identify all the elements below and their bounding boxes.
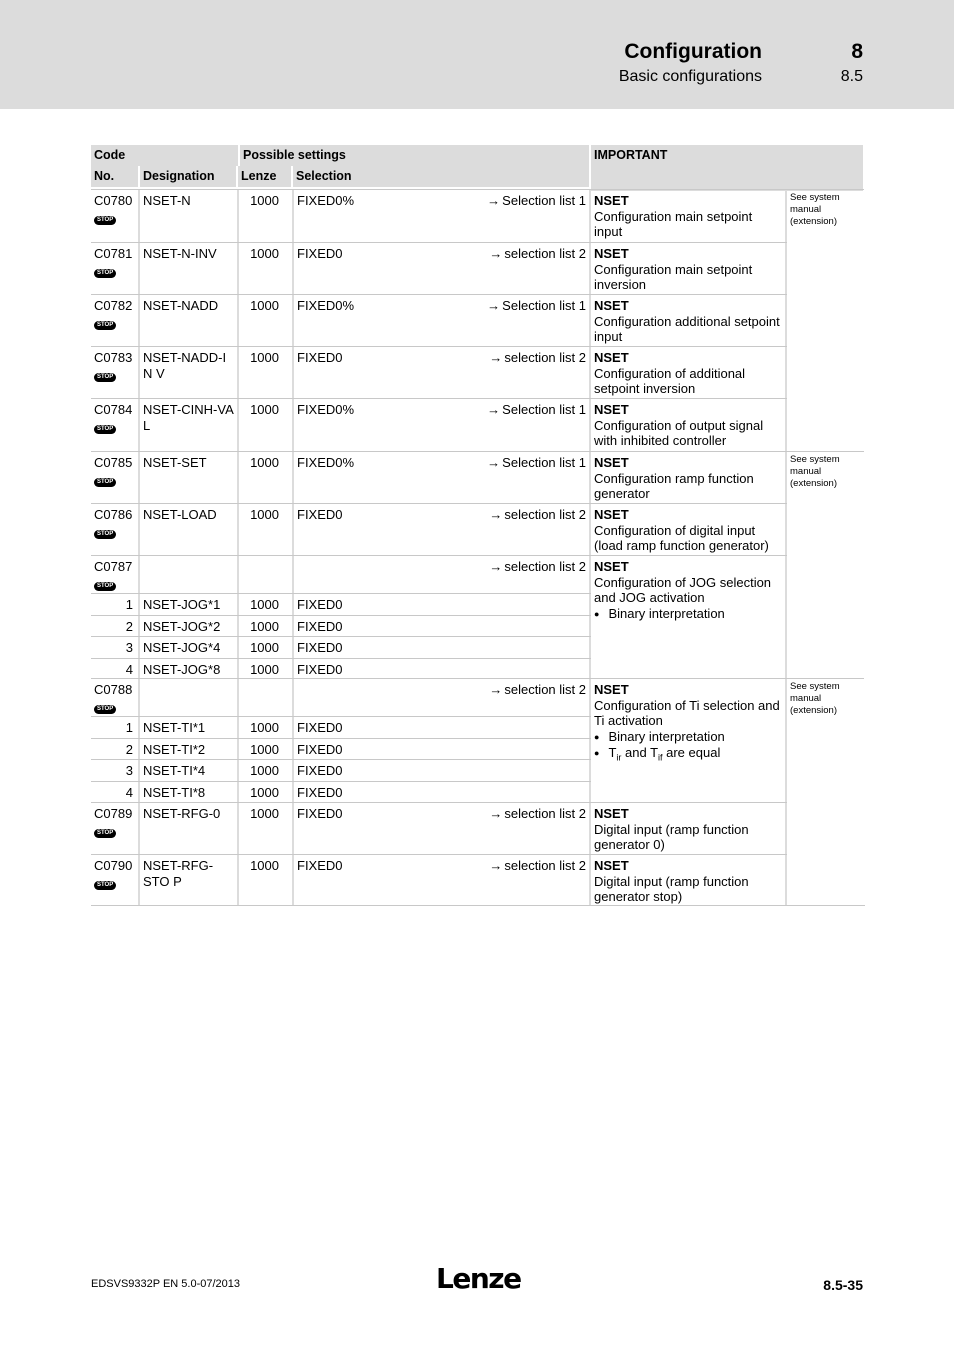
- selection-value: FIXED0: [297, 350, 343, 365]
- group-c0787: [91, 555, 787, 678]
- important-title: NSET: [594, 350, 629, 365]
- header-band: [0, 0, 954, 109]
- header-important: IMPORTANT: [591, 145, 863, 191]
- code-cell: [91, 556, 140, 593]
- bullet-item: [594, 745, 782, 766]
- bullet-item: ● Binary interpretation: [594, 606, 782, 623]
- header-selection: Selection: [293, 166, 589, 187]
- lenze-cell: 1000: [239, 452, 294, 503]
- lenze-cell: 1000: [239, 616, 294, 637]
- selection-list-link[interactable]: [489, 682, 586, 714]
- lenze-cell: 1000: [239, 347, 294, 398]
- row-block-3-left: [91, 678, 787, 905]
- selection-cell: [294, 347, 591, 398]
- designation-cell: NSET-NADD: [140, 295, 239, 346]
- selection-value: FIXED0%: [297, 193, 355, 208]
- lenze-cell: 1000: [239, 504, 294, 555]
- lenze-cell: 1000: [239, 717, 294, 738]
- bullet-text: and T: [621, 745, 659, 760]
- important-text: Digital input (ramp function generator stop): [594, 873, 749, 904]
- stop-icon: STOP: [94, 530, 116, 539]
- chapter-number: 8: [851, 40, 863, 63]
- stop-icon: STOP: [94, 321, 116, 330]
- link-text: Selection list 1: [502, 298, 586, 313]
- header-lenze: Lenze: [238, 166, 291, 187]
- lenze-cell: 1000: [239, 243, 294, 294]
- lenze-cell: 1000: [239, 803, 294, 854]
- table-header-row-1: [91, 145, 865, 168]
- important-cell: [591, 556, 787, 678]
- lenze-cell: 1000: [239, 782, 294, 803]
- selection-cell: [294, 399, 591, 451]
- code-cell: [91, 190, 140, 242]
- row-block-3: [91, 678, 865, 906]
- selection-value: FIXED0%: [297, 455, 355, 470]
- sub-row: [91, 636, 591, 658]
- important-title: NSET: [594, 298, 629, 313]
- important-title: NSET: [594, 402, 629, 417]
- link-text: selection list 2: [504, 806, 586, 821]
- row-block-1-left: [91, 189, 787, 451]
- designation-cell: NSET-JOG*4: [140, 637, 239, 658]
- designation-cell: NSET-RFG-STO P: [140, 855, 239, 905]
- arrow-right-icon: →: [487, 402, 501, 417]
- important-title: NSET: [594, 455, 629, 470]
- selection-list-link[interactable]: [489, 350, 586, 396]
- reference-note: See system manual (extension): [787, 678, 864, 905]
- row-block-2-left: [91, 451, 787, 678]
- important-text: Configuration of JOG selection and JOG activation: [594, 574, 772, 605]
- important-text: Configuration main setpoint inversion: [594, 261, 753, 292]
- arrow-right-icon: →: [487, 193, 501, 208]
- sub-no: 1: [91, 717, 140, 738]
- lenze-cell: 1000: [239, 295, 294, 346]
- table-row: [91, 242, 787, 294]
- designation-cell: [140, 556, 239, 593]
- bullet-item: ● Binary interpretation: [594, 729, 782, 746]
- group-c0788: [91, 678, 787, 802]
- selection-cell: [294, 243, 591, 294]
- link-text: selection list 2: [504, 246, 586, 261]
- code-table: [91, 145, 865, 906]
- link-text: Selection list 1: [502, 455, 586, 470]
- code-cell: [91, 243, 140, 294]
- stop-icon: STOP: [94, 582, 116, 591]
- designation-cell: NSET-N-INV: [140, 243, 239, 294]
- stop-icon: STOP: [94, 269, 116, 278]
- designation-cell: NSET-SET: [140, 452, 239, 503]
- code-value: C0790: [94, 858, 133, 873]
- arrow-right-icon: →: [489, 806, 503, 821]
- selection-cell: FIXED0: [294, 782, 591, 803]
- table-row: [91, 679, 591, 716]
- important-text: Configuration additional setpoint input: [594, 313, 780, 344]
- selection-list-link[interactable]: [487, 298, 586, 344]
- link-text: selection list 2: [504, 559, 586, 574]
- lenze-cell: 1000: [239, 637, 294, 658]
- row-block-2: [91, 451, 865, 678]
- designation-cell: NSET-LOAD: [140, 504, 239, 555]
- important-text: Configuration of output signal with inhibited controller: [594, 417, 764, 448]
- important-cell: [591, 679, 787, 802]
- important-cell: [591, 855, 787, 905]
- important-text: Configuration main setpoint input: [594, 208, 753, 239]
- link-text: selection list 2: [504, 858, 586, 873]
- important-cell: [591, 504, 787, 555]
- table-row: [91, 854, 787, 905]
- sub-no: 2: [91, 739, 140, 760]
- designation-cell: [140, 679, 239, 716]
- selection-cell: FIXED0: [294, 637, 591, 658]
- selection-value: FIXED0: [297, 507, 343, 522]
- important-title: NSET: [594, 193, 629, 208]
- header-designation: Designation: [140, 166, 236, 187]
- row-block-1: [91, 189, 865, 451]
- header-possible-settings: Possible settings: [240, 145, 589, 166]
- designation-cell: NSET-NADD-IN V: [140, 347, 239, 398]
- chapter-title: Configuration: [624, 40, 762, 63]
- table-row: [91, 398, 787, 451]
- stop-icon: STOP: [94, 425, 116, 434]
- arrow-right-icon: →: [489, 858, 503, 873]
- selection-cell: FIXED0: [294, 616, 591, 637]
- important-title: NSET: [594, 559, 629, 574]
- important-text: Configuration of Ti selection and Ti activation: [594, 697, 780, 728]
- link-text: selection list 2: [504, 682, 586, 697]
- important-cell: [591, 190, 787, 242]
- section-title: Basic configurations: [618, 68, 762, 85]
- subscript: if: [658, 752, 663, 763]
- code-value: C0789: [94, 806, 133, 821]
- table-row: [91, 503, 787, 555]
- important-title: NSET: [594, 246, 629, 261]
- designation-cell: NSET-RFG-0: [140, 803, 239, 854]
- sub-no: 1: [91, 594, 140, 615]
- selection-value: FIXED0: [297, 246, 343, 261]
- designation-cell: NSET-CINH-VA L: [140, 399, 239, 451]
- table-row: [91, 802, 787, 854]
- code-value: C0784: [94, 402, 133, 417]
- lenze-cell: 1000: [239, 760, 294, 781]
- important-title: NSET: [594, 507, 629, 522]
- code-cell: [91, 295, 140, 346]
- selection-cell: [294, 452, 591, 503]
- table-row: [91, 556, 591, 593]
- selection-cell: FIXED0: [294, 760, 591, 781]
- designation-cell: NSET-TI*4: [140, 760, 239, 781]
- important-cell: [591, 347, 787, 398]
- important-cell: [591, 295, 787, 346]
- designation-cell: NSET-TI*2: [140, 739, 239, 760]
- stop-icon: STOP: [94, 829, 116, 838]
- important-text: Digital input (ramp function generator 0): [594, 821, 749, 852]
- document-id: EDSVS9332P EN 5.0-07/2013: [91, 1278, 241, 1290]
- important-cell: [591, 243, 787, 294]
- code-value: C0788: [94, 682, 133, 697]
- table-row: [91, 189, 787, 242]
- sub-row: [91, 738, 591, 760]
- lenze-cell: 1000: [239, 190, 294, 242]
- sub-no: 4: [91, 782, 140, 803]
- sub-row: [91, 781, 591, 803]
- selection-cell: FIXED0: [294, 659, 591, 680]
- link-text: selection list 2: [504, 350, 586, 365]
- sub-row: [91, 716, 591, 738]
- code-value: C0783: [94, 350, 133, 365]
- reference-note: See system manual (extension): [787, 451, 864, 678]
- stop-icon: STOP: [94, 478, 116, 487]
- section-number: 8.5: [840, 68, 863, 85]
- important-title: NSET: [594, 858, 629, 873]
- code-cell: [91, 399, 140, 451]
- selection-list-link[interactable]: [487, 455, 586, 501]
- lenze-logo: Lenze: [436, 1262, 521, 1295]
- reference-note: See system manual (extension): [787, 189, 864, 451]
- selection-cell: [294, 190, 591, 242]
- selection-list-link[interactable]: [487, 193, 586, 240]
- sub-row: [91, 658, 591, 680]
- important-text: Configuration of digital input (load ramp function generator): [594, 522, 769, 553]
- group-c0788-left: [91, 679, 591, 802]
- sub-row: [91, 593, 591, 615]
- selection-cell: [294, 679, 591, 716]
- code-cell: [91, 504, 140, 555]
- selection-value: FIXED0: [297, 806, 343, 821]
- selection-cell: [294, 556, 591, 593]
- lenze-cell: 1000: [239, 855, 294, 905]
- link-text: selection list 2: [504, 507, 586, 522]
- important-cell: [591, 803, 787, 854]
- designation-cell: NSET-JOG*8: [140, 659, 239, 680]
- code-value: C0787: [94, 559, 133, 574]
- sub-no: 3: [91, 637, 140, 658]
- important-cell: [591, 399, 787, 451]
- stop-icon: STOP: [94, 881, 116, 890]
- subscript: ir: [616, 752, 622, 763]
- selection-cell: [294, 803, 591, 854]
- sub-no: 2: [91, 616, 140, 637]
- designation-cell: NSET-JOG*1: [140, 594, 239, 615]
- bullet-text: are equal: [662, 745, 721, 760]
- header-no: No.: [91, 166, 138, 187]
- lenze-cell: 1000: [239, 399, 294, 451]
- lenze-cell: 1000: [239, 594, 294, 615]
- designation-cell: NSET-JOG*2: [140, 616, 239, 637]
- code-value: C0785: [94, 455, 133, 470]
- arrow-right-icon: →: [489, 246, 503, 261]
- group-c0787-left: [91, 556, 591, 678]
- sub-no: 3: [91, 760, 140, 781]
- lenze-cell: [239, 556, 294, 593]
- selection-list-link[interactable]: [487, 402, 586, 449]
- header-code: Code: [91, 145, 238, 166]
- table-row: [91, 451, 787, 503]
- selection-list-link[interactable]: [489, 559, 586, 591]
- code-cell: [91, 855, 140, 905]
- lenze-cell: [239, 679, 294, 716]
- sub-row: [91, 615, 591, 637]
- lenze-cell: 1000: [239, 739, 294, 760]
- important-title: NSET: [594, 806, 629, 821]
- arrow-right-icon: →: [487, 455, 501, 470]
- important-title: NSET: [594, 682, 629, 697]
- important-text: Configuration of additional setpoint inversion: [594, 365, 746, 396]
- arrow-right-icon: →: [487, 298, 501, 313]
- table-row: [91, 346, 787, 398]
- selection-cell: FIXED0: [294, 594, 591, 615]
- sub-row: [91, 759, 591, 781]
- code-cell: [91, 803, 140, 854]
- table-row: [91, 294, 787, 346]
- arrow-right-icon: →: [489, 350, 503, 365]
- selection-list-link[interactable]: [489, 806, 586, 852]
- link-text: Selection list 1: [502, 193, 586, 208]
- selection-value: FIXED0%: [297, 402, 355, 417]
- arrow-right-icon: →: [489, 559, 503, 574]
- selection-list-link[interactable]: [489, 246, 586, 292]
- arrow-right-icon: →: [489, 682, 503, 697]
- selection-value: FIXED0%: [297, 298, 355, 313]
- code-value: C0782: [94, 298, 133, 313]
- selection-list-link[interactable]: [489, 507, 586, 553]
- bullet-text: T: [608, 745, 617, 760]
- page-number: 8.5-35: [823, 1277, 863, 1293]
- stop-icon: STOP: [94, 705, 116, 714]
- code-cell: [91, 452, 140, 503]
- link-text: Selection list 1: [502, 402, 586, 417]
- designation-cell: NSET-TI*8: [140, 782, 239, 803]
- selection-cell: [294, 504, 591, 555]
- code-value: C0781: [94, 246, 133, 261]
- important-cell: [591, 452, 787, 503]
- code-value: C0786: [94, 507, 133, 522]
- designation-cell: NSET-N: [140, 190, 239, 242]
- selection-cell: [294, 295, 591, 346]
- code-cell: [91, 679, 140, 716]
- important-text: Configuration ramp function generator: [594, 470, 754, 501]
- arrow-right-icon: →: [489, 507, 503, 522]
- selection-cell: [294, 855, 591, 905]
- code-cell: [91, 347, 140, 398]
- selection-list-link[interactable]: [489, 858, 586, 903]
- stop-icon: STOP: [94, 216, 116, 225]
- lenze-cell: 1000: [239, 659, 294, 680]
- code-value: C0780: [94, 193, 133, 208]
- selection-cell: FIXED0: [294, 717, 591, 738]
- selection-value: FIXED0: [297, 858, 343, 873]
- stop-icon: STOP: [94, 373, 116, 382]
- designation-cell: NSET-TI*1: [140, 717, 239, 738]
- selection-cell: FIXED0: [294, 739, 591, 760]
- sub-no: 4: [91, 659, 140, 680]
